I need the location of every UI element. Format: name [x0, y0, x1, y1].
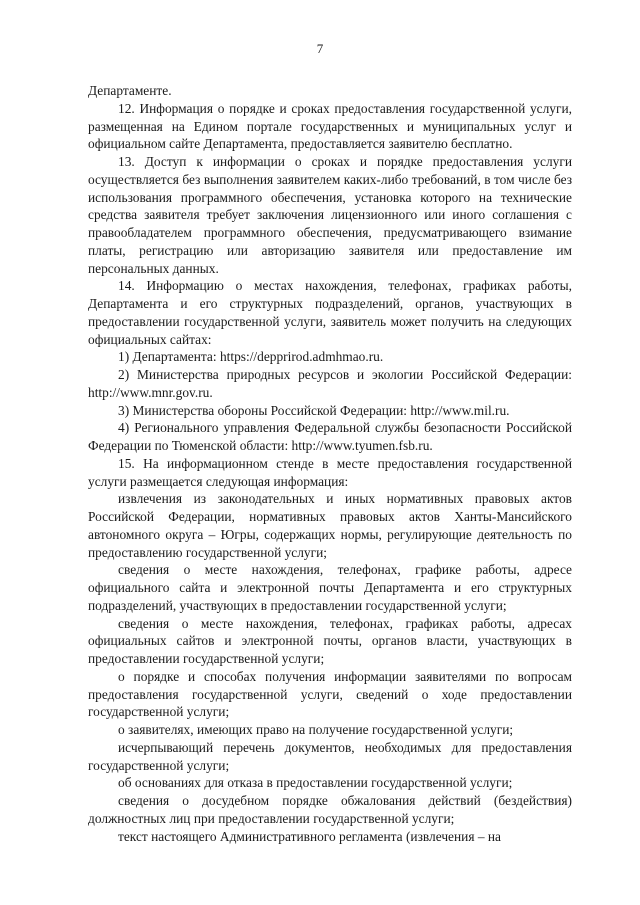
document-body	[88, 82, 572, 845]
paragraph-item-14: 14. Информацию о местах нахождения, телефонах, графиках работы, Департамента и его структурных подразделений, органов, участвующих в предоставлении государственной услуги, заявитель может получить на следующих официальных сайтах:	[88, 278, 572, 347]
site-list-item-3: 3) Министерства обороны Российской Федерации: http://www.mil.ru.	[118, 402, 510, 418]
stand-info-item: извлечения из законодательных и иных нормативных правовых актов Российской Федерации, нормативных правовых актов Ханты-Мансийского автономного округа – Югры, содержащих нормы, регулирующие деятельность по предоставлению государственной услуги;	[88, 491, 572, 560]
site-list-item-4: 4) Регионального управления Федеральной службы безопасности Российской Федерации по Тюменской области: http://www.tyumen.fsb.ru.	[88, 420, 572, 453]
paragraph-item-15: 15. На информационном стенде в месте предоставления государственной услуги размещается следующая информация:	[88, 455, 572, 489]
stand-info-item: исчерпывающий перечень документов, необходимых для предоставления государственной услуги;	[88, 739, 572, 773]
stand-info-item: сведения о месте нахождения, телефонах, графиках работы, адресах официальных сайтов и электронной почты, органов власти, участвующих в предоставлении государственной услуги;	[88, 615, 572, 666]
stand-info-item: об основаниях для отказа в предоставлении государственной услуги;	[118, 775, 513, 791]
paragraph-item-13: 13. Доступ к информации о сроках и порядке предоставления услуги осуществляется без выполнения заявителем каких-либо требований, в том числе без использования программного обеспечения, установка которого на технические средства заявителя требует заключения лицензионного или иного соглашения с правообладателем программного обеспечения, предусматривающего взимание платы, регистрацию или авторизацию заявителя или предоставление им персональных данных.	[88, 154, 572, 276]
stand-info-item: о порядке и способах получения информации заявителями по вопросам предоставления государственной услуги, сведений о ходе предоставлении государственной услуги;	[88, 668, 572, 720]
site-list-item-2: 2) Министерства природных ресурсов и экологии Российской Федерации: http://www.mnr.gov.ru.	[88, 367, 572, 400]
stand-info-item: о заявителях, имеющих право на получение государственной услуги;	[118, 722, 514, 737]
stand-info-item: сведения о месте нахождения, телефонах, графике работы, адресе официального сайта и электронной почты Департамента и его структурных подразделений, участвующих в предоставлении государственной услуги;	[88, 562, 572, 613]
stand-info-item: сведения о досудебном порядке обжалования действий (бездействия) должностных лиц при предоставлении государственной услуги;	[88, 793, 572, 826]
page-number: 7	[316, 41, 324, 56]
paragraph-continuation: Департаменте.	[88, 83, 172, 98]
stand-info-item: текст настоящего Административного регламента (извлечения – на	[118, 828, 501, 844]
site-list-item-1: 1) Департамента: https://depprirod.admhmao.ru.	[118, 349, 384, 365]
paragraph-item-12: 12. Информация о порядке и сроках предоставления государственной услуги, размещенная на Едином портале государственных и муниципальных услуг и официальном сайте Департамента, предоставляется заявителю бесплатно.	[88, 100, 572, 152]
